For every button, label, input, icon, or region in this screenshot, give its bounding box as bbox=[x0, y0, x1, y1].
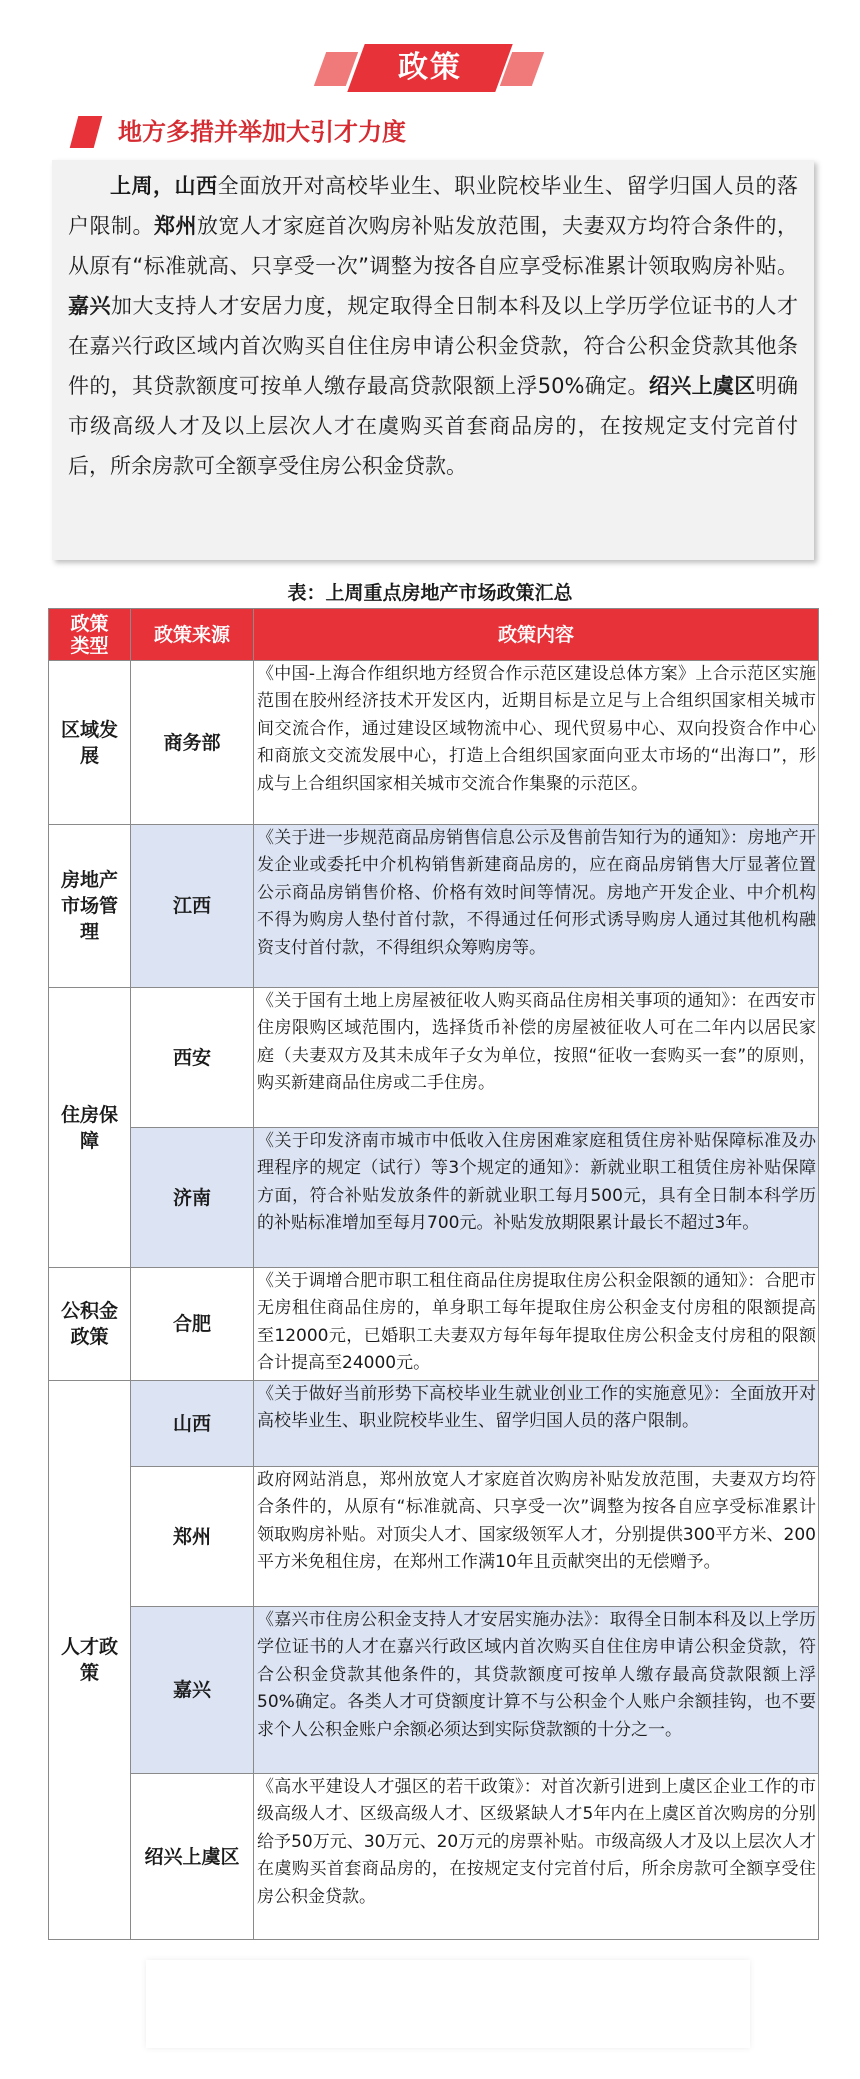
banner bbox=[0, 44, 860, 94]
intro-text: 加大支持人才安居力度，规定取得全日制本科及以上学历学位证书的人才在嘉兴行政区域内首次购买自住住房申请公积金贷款，符合公积金贷款其他条件的，其贷款额度可按单人缴存最高贷款限额上浮50%确定。 bbox=[68, 294, 799, 398]
policy-content-cell: 《关于做好当前形势下高校毕业生就业创业工作的实施意见》：全面放开对高校毕业生、职业院校毕业生、留学归国人员的落户限制。 bbox=[254, 1381, 819, 1467]
policy-type-cell: 住房保障 bbox=[49, 988, 131, 1268]
policy-type-cell: 人才政策 bbox=[49, 1381, 131, 1940]
policy-type-cell: 房地产市场管理 bbox=[49, 825, 131, 988]
policy-source-cell: 郑州 bbox=[131, 1467, 254, 1607]
section-heading-text: 地方多措并举加大引才力度 bbox=[118, 118, 406, 146]
intro-text: 明确市级高级人才及以上层次人才在虞购买首套商品房的，在按规定支付完首付后，所余房款可全额享受住房公积金贷款。 bbox=[68, 374, 799, 478]
table-header-row bbox=[49, 609, 819, 661]
table-row bbox=[49, 1774, 819, 1940]
policy-type-cell: 区域发展 bbox=[49, 661, 131, 825]
intro-highlight: 绍兴上虞区 bbox=[648, 374, 756, 398]
table-row bbox=[49, 1128, 819, 1268]
header-policy-type: 政策类型 bbox=[49, 609, 131, 661]
policy-content-cell: 《关于国有土地上房屋被征收人购买商品住房相关事项的通知》：在西安市住房限购区域范围内，选择货币补偿的房屋被征收人可在二年内以居民家庭（夫妻双方及其未成年子女为单位，按照“征收一套购买一套”的原则，购买新建商品住房或二手住房。 bbox=[254, 988, 819, 1128]
intro-highlight: 嘉兴 bbox=[68, 294, 111, 318]
policy-source-cell: 山西 bbox=[131, 1381, 254, 1467]
table-row bbox=[49, 825, 819, 988]
header-policy-content: 政策内容 bbox=[254, 609, 819, 661]
intro-highlight: 上周，山西 bbox=[110, 174, 218, 198]
table-row bbox=[49, 988, 819, 1128]
bottom-blank-card bbox=[146, 1960, 750, 2048]
policy-content-cell: 政府网站消息，郑州放宽人才家庭首次购房补贴发放范围，夫妻双方均符合条件的，从原有“标准就高、只享受一次”调整为按各自应享受标准累计领取购房补贴。对顶尖人才、国家级领军人才，分别提供300平方米、200平方米免租住房，在郑州工作满10年且贡献突出的无偿赠予。 bbox=[254, 1467, 819, 1607]
header-policy-source: 政策来源 bbox=[131, 609, 254, 661]
table-row bbox=[49, 661, 819, 825]
policy-source-cell: 江西 bbox=[131, 825, 254, 988]
table-row bbox=[49, 1381, 819, 1467]
intro-text: 放宽人才家庭首次购房补贴发放范围，夫妻双方均符合条件的，从原有“标准就高、只享受一次”调整为按各自应享受标准累计领取购房补贴。 bbox=[68, 214, 799, 278]
policy-source-cell: 绍兴上虞区 bbox=[131, 1774, 254, 1940]
policy-source-cell: 嘉兴 bbox=[131, 1607, 254, 1774]
policy-content-cell: 《嘉兴市住房公积金支持人才安居实施办法》：取得全日制本科及以上学历学位证书的人才在嘉兴行政区域内首次购买自住住房申请公积金贷款，符合公积金贷款其他条件的，其贷款额度可按单人缴存最高贷款限额上浮50%确定。各类人才可贷额度计算不与公积金个人账户余额挂钩，也不要求个人公积金账户余额必须达到实际贷款额的十分之一。 bbox=[254, 1607, 819, 1774]
table-row bbox=[49, 1467, 819, 1607]
policy-content-cell: 《关于调增合肥市职工租住商品住房提取住房公积金限额的通知》：合肥市无房租住商品住房的，单身职工每年提取住房公积金支付房租的限额提高至12000元，已婚职工夫妻双方每年每年提取住房公积金支付房租的限额合计提高至24000元。 bbox=[254, 1268, 819, 1381]
policy-content-cell: 《高水平建设人才强区的若干政策》：对首次新引进到上虞区企业工作的市级高级人才、区级高级人才、区级紧缺人才5年内在上虞区首次购房的分别给予50万元、30万元、20万元的房票补贴。市级高级人才及以上层次人才在虞购买首套商品房的，在按规定支付完首付后，所余房款可全额享受住房公积金贷款。 bbox=[254, 1774, 819, 1940]
policy-table bbox=[48, 608, 819, 1940]
table-caption: 表：上周重点房地产市场政策汇总 bbox=[287, 582, 573, 604]
intro-box bbox=[52, 160, 814, 560]
section-heading-marker bbox=[70, 116, 103, 148]
intro-text: 全面放开对高校毕业生、职业院校毕业生、留学归国人员的落户限制。 bbox=[68, 174, 799, 238]
intro-paragraph bbox=[68, 166, 798, 486]
policy-source-cell: 商务部 bbox=[131, 661, 254, 825]
policy-source-cell: 济南 bbox=[131, 1128, 254, 1268]
policy-content-cell: 《中国-上海合作组织地方经贸合作示范区建设总体方案》上合示范区实施范围在胶州经济技术开发区内，近期目标是立足与上合组织国家相关城市间交流合作，通过建设区域物流中心、现代贸易中心、双向投资合作中心和商旅文交流发展中心，打造上合组织国家面向亚太市场的“出海口”，形成与上合组织国家相关城市交流合作集聚的示范区。 bbox=[254, 661, 819, 825]
table-row bbox=[49, 1268, 819, 1381]
policy-content-cell: 《关于印发济南市城市中低收入住房困难家庭租赁住房补贴保障标准及办理程序的规定（试行）等3个规定的通知》：新就业职工租赁住房补贴保障方面，符合补贴发放条件的新就业职工每月500元，具有全日制本科学历的补贴标准增加至每月700元。补贴发放期限累计最长不超过3年。 bbox=[254, 1128, 819, 1268]
policy-content-cell: 《关于进一步规范商品房销售信息公示及售前告知行为的通知》：房地产开发企业或委托中介机构销售新建商品房的，应在商品房销售大厅显著位置公示商品房销售价格、价格有效时间等情况。房地产开发企业、中介机构不得为购房人垫付首付款，不得通过任何形式诱导购房人通过其他机构融资支付首付款，不得组织众筹购房等。 bbox=[254, 825, 819, 988]
policy-type-cell: 公积金政策 bbox=[49, 1268, 131, 1381]
policy-source-cell: 西安 bbox=[131, 988, 254, 1128]
table-row bbox=[49, 1607, 819, 1774]
policy-source-cell: 合肥 bbox=[131, 1268, 254, 1381]
banner-title: 政策 bbox=[398, 50, 462, 85]
intro-highlight: 郑州 bbox=[153, 214, 197, 238]
